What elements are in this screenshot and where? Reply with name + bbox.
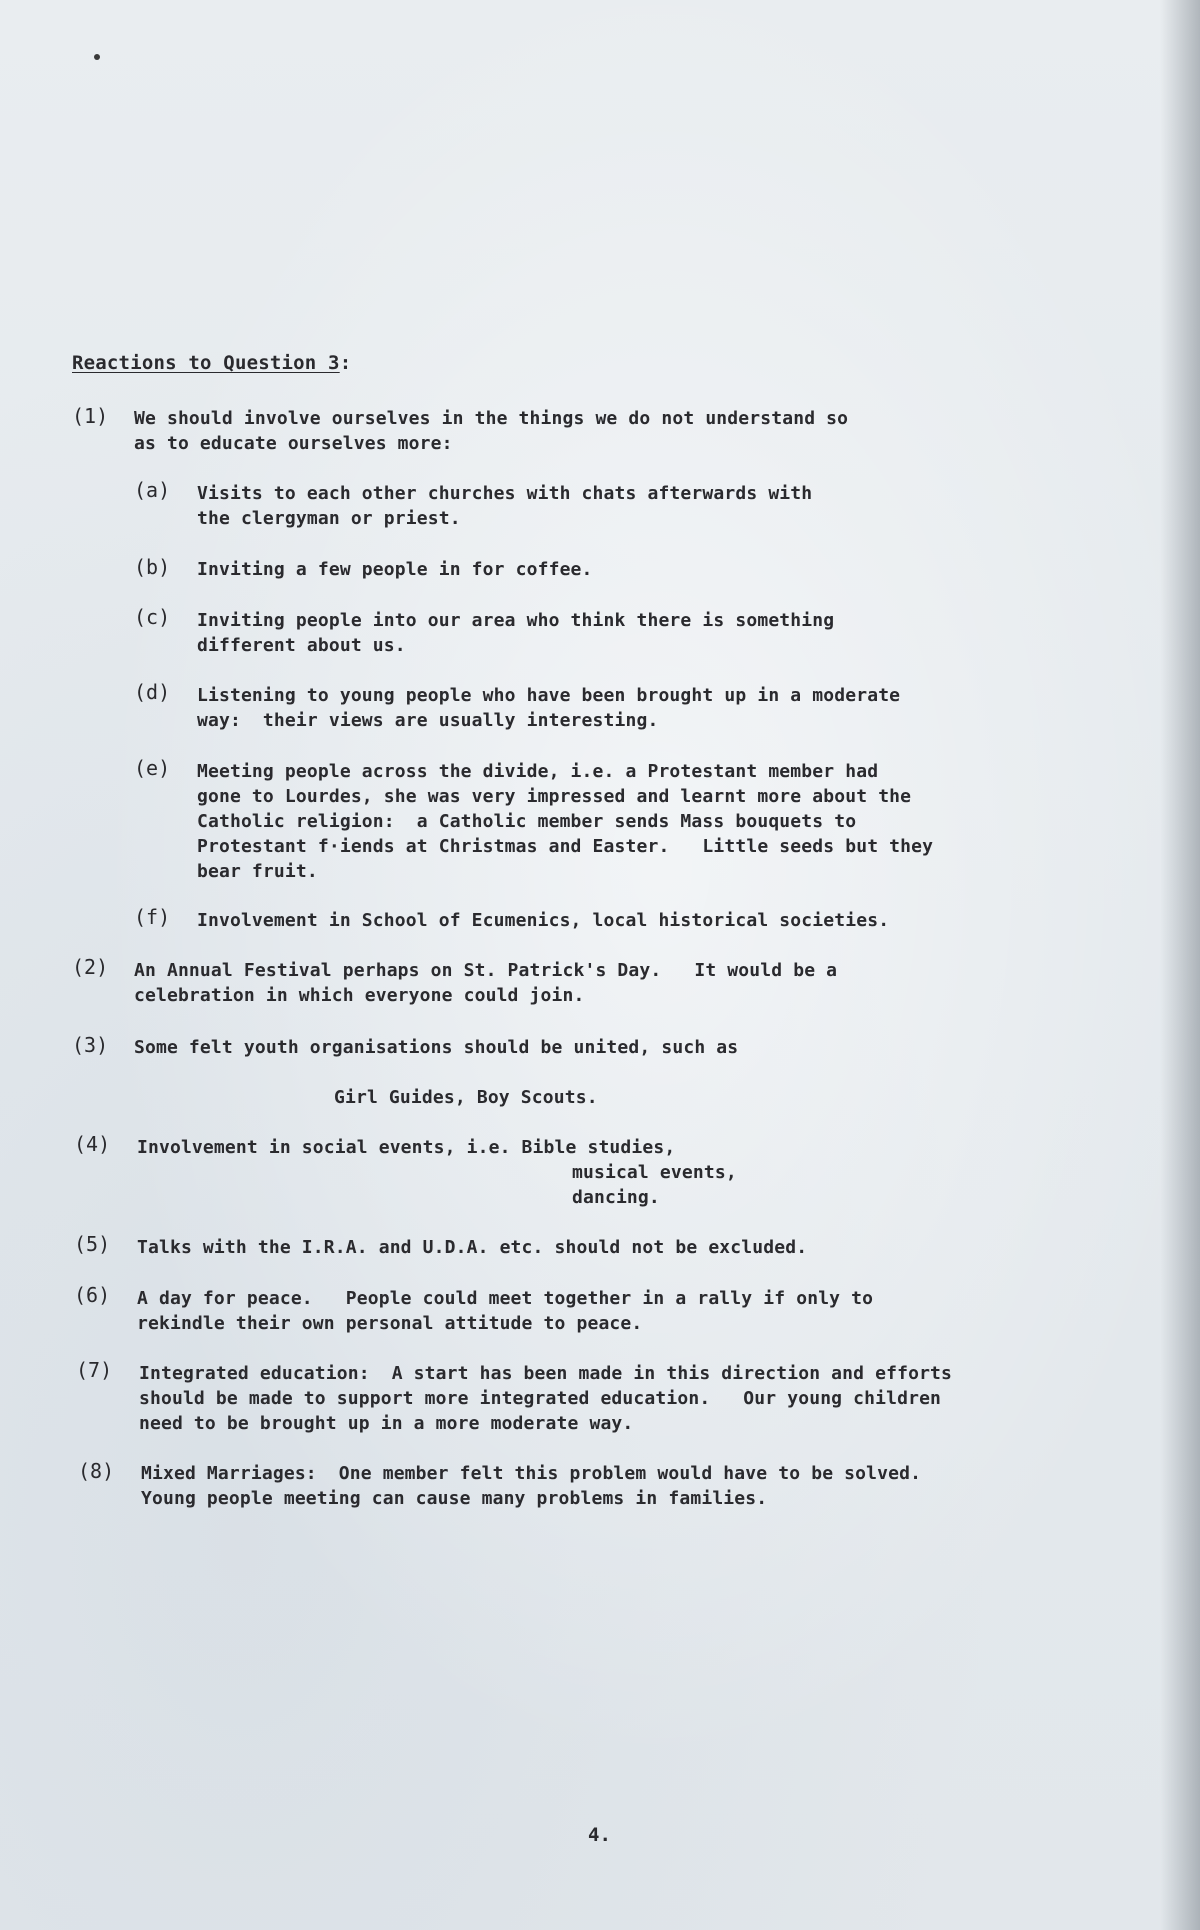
item-f-number: (f)	[134, 905, 171, 929]
item-4-text: Involvement in social events, i.e. Bible studies,	[137, 1137, 676, 1158]
item-3-text: Some felt youth organisations should be united, such as	[134, 1037, 739, 1058]
item-d-number: (d)	[134, 680, 171, 704]
item-8-text: Mixed Marriages: One member felt this problem would have to be solved. Young people meeting can cause many problems in families.	[141, 1463, 922, 1509]
item-4-number: (4)	[74, 1132, 111, 1156]
item-6-text: A day for peace. People could meet together in a rally if only to rekindle their own personal attitude to peace.	[137, 1288, 874, 1334]
item-b-number: (b)	[134, 555, 171, 579]
item-1-number: (1)	[72, 404, 109, 428]
item-5-text: Talks with the I.R.A. and U.D.A. etc. should not be excluded.	[137, 1237, 808, 1258]
item-7-text: Integrated education: A start has been made in this direction and efforts should be made to support more integrated education. Our young children need to be brought up in a more moderate way.	[139, 1363, 953, 1434]
section-heading-title: Reactions to Question 3	[72, 352, 340, 374]
item-e-text: Meeting people across the divide, i.e. a Protestant member had gone to Lourdes, she was very impressed and learnt more about the Catholic religion: a Catholic member sends Mass bouquets to Protestant f·iends at Christmas and Easter. Little seeds but they bear fruit.	[197, 761, 934, 882]
item-a-number: (a)	[134, 478, 171, 502]
item-2-number: (2)	[72, 955, 109, 979]
item-8-number: (8)	[78, 1459, 115, 1483]
item-b-text: Inviting a few people in for coffee.	[197, 559, 593, 580]
item-5-number: (5)	[74, 1232, 111, 1256]
item-3-number: (3)	[72, 1033, 109, 1057]
item-7-number: (7)	[76, 1358, 113, 1382]
item-d-text: Listening to young people who have been brought up in a moderate way: their views are usually interesting.	[197, 685, 901, 731]
scan-speck	[94, 54, 100, 60]
item-c-text: Inviting people into our area who think there is something different about us.	[197, 610, 835, 656]
item-3-examples: Girl Guides, Boy Scouts.	[334, 1087, 598, 1108]
item-1-text: We should involve ourselves in the things we do not understand so as to educate ourselves more:	[134, 408, 849, 454]
item-f-text: Involvement in School of Ecumenics, local historical societies.	[197, 910, 890, 931]
page-number: 4.	[588, 1824, 611, 1846]
item-e-number: (e)	[134, 756, 171, 780]
item-c-number: (c)	[134, 605, 171, 629]
item-2-text: An Annual Festival perhaps on St. Patrick's Day. It would be a celebration in which everyone could join.	[134, 960, 838, 1006]
section-heading	[72, 352, 351, 374]
item-4-continued: musical events, dancing.	[572, 1162, 737, 1208]
section-heading-colon: :	[339, 352, 352, 374]
item-a-text: Visits to each other churches with chats afterwards with the clergyman or priest.	[197, 483, 813, 529]
item-6-number: (6)	[74, 1283, 111, 1307]
